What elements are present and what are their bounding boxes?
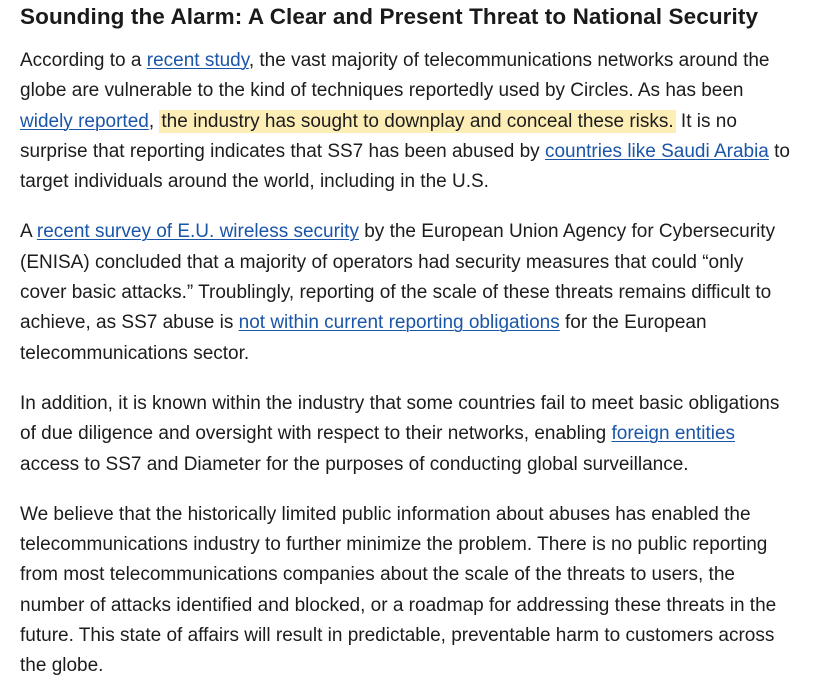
eu-survey-link[interactable]: recent survey of E.U. wireless security — [36, 221, 359, 243]
paragraph-text: It is no surprise that reporting indicates that SS7 has been abused by — [20, 110, 737, 162]
paragraph-text: We believe that the historically limited public information about abuses has enabled the telecommunications industry to further minimize the problem. There is no public reporting from most telecommunications companies about the scale of the threats to users, the number of attacks identified and blocked, or a roadmap for addressing these threats in the future. This state of affairs will result in predictable, preventable harm to customers across the globe. — [20, 503, 777, 677]
paragraph-text: In addition, it is known within the industry that some countries fail to meet basic obligations of due diligence and oversight with respect to their networks, enabling — [20, 392, 780, 445]
paragraph-text: , the vast majority of telecommunications networks around the globe are vulnerable to the kind of techniques reportedly used by Circles. As has been — [20, 50, 770, 102]
saudi-arabia-link[interactable]: countries like Saudi Arabia — [544, 140, 769, 162]
paragraph-text: for the European telecommunications sector. — [20, 312, 707, 364]
foreign-entities-link[interactable]: foreign entities — [611, 423, 736, 445]
paragraph-text: by the European Union Agency for Cybersecurity (ENISA) concluded that a majority of operators had security measures that could “only cover basic attacks.” Troublingly, reporting of the scale of these threats remains difficult to achieve, as SS7 abuse is — [20, 221, 776, 334]
paragraph-text: , — [148, 110, 160, 132]
paragraph-text: According to a — [20, 50, 147, 71]
reporting-obligations-link[interactable]: not within current reporting obligations — [238, 312, 560, 334]
paragraph-1 — [20, 46, 795, 197]
article-title: Sounding the Alarm: A Clear and Present Threat to National Security — [20, 4, 759, 29]
paragraph-4 — [20, 500, 795, 682]
widely-reported-link[interactable]: widely reported — [20, 110, 149, 132]
paragraph-text: to target individuals around the world, including in the U.S. — [20, 140, 790, 193]
paragraph-text: A — [20, 221, 37, 243]
paragraph-text: access to SS7 and Diameter for the purposes of conducting global surveillance. — [20, 453, 689, 475]
paragraph-2 — [20, 217, 795, 368]
paragraph-3 — [20, 389, 795, 480]
highlighted-text: the industry has sought to downplay and conceal these risks. — [161, 110, 674, 132]
recent-study-link[interactable]: recent study — [146, 50, 249, 71]
